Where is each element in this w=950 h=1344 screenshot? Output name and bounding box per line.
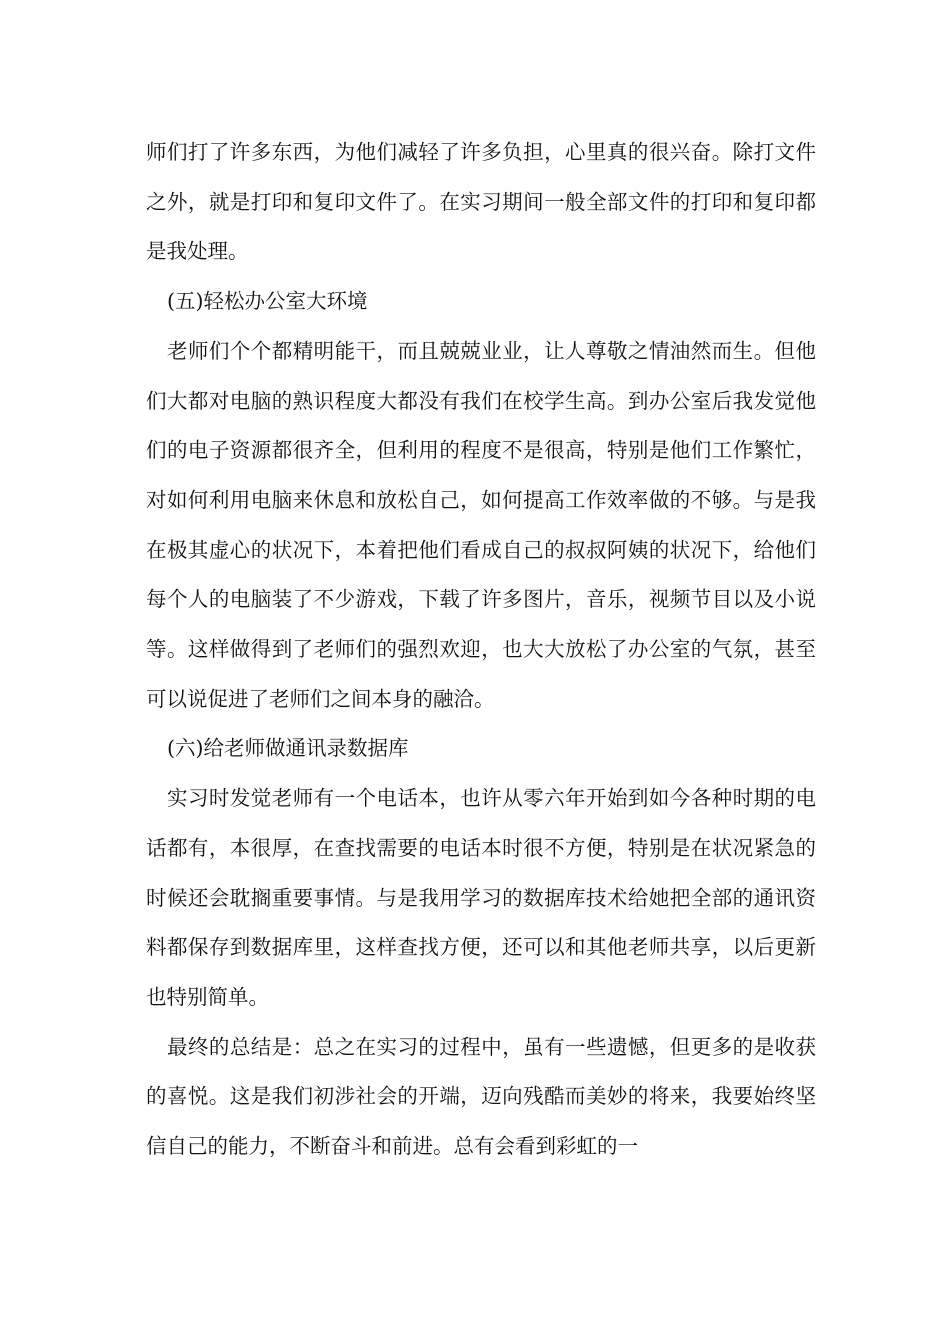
section-heading-6: (六)给老师做通讯录数据库 xyxy=(167,736,409,761)
paragraph-continued: 师们打了许多东西，为他们减轻了许多负担，心里真的很兴奋。除打文件之外，就是打印和复印文件了。在实习期间一般全部文件的打印和复印都是我处理。 xyxy=(146,140,816,264)
paragraph-contact-database: 实习时发觉老师有一个电话本，也许从零六年开始到如今各种时期的电话都有，本很厚，在查找需要的电话本时很不方便，特别是在状况紧急的时候还会耽搁重要事情。与是我用学习的数据库技术给她把全部的通讯资料都保存到数据库里，这样查找方便，还可以和其他老师共享，以后更新也特别简单。 xyxy=(146,786,816,1009)
paragraph-office-environment: 老师们个个都精明能干，而且兢兢业业，让人尊敬之情油然而生。但他们大都对电脑的熟识程度大都没有我们在校学生高。到办公室后我发觉他们的电子资源都很齐全，但利用的程度不是很高，特别是他们工作繁忙，对如何利用电脑来休息和放松自己，如何提高工作效率做的不够。与是我在极其虚心的状况下，本着把他们看成自己的叔叔阿姨的状况下，给他们每个人的电脑装了不少游戏，下载了许多图片，音乐，视频节目以及小说等。这样做得到了老师们的强烈欢迎，也大大放松了办公室的气氛，甚至可以说促进了老师们之间本身的融洽。 xyxy=(146,338,816,711)
paragraph-final-summary: 最终的总结是：总之在实习的过程中，虽有一些遗憾，但更多的是收获的喜悦。这是我们初涉社会的开端，迈向残酷而美妙的将来，我要始终坚信自己的能力，不断奋斗和前进。总有会看到彩虹的一 xyxy=(146,1034,816,1159)
document-page xyxy=(146,128,816,1172)
section-heading-5: (五)轻松办公室大环境 xyxy=(167,289,368,314)
